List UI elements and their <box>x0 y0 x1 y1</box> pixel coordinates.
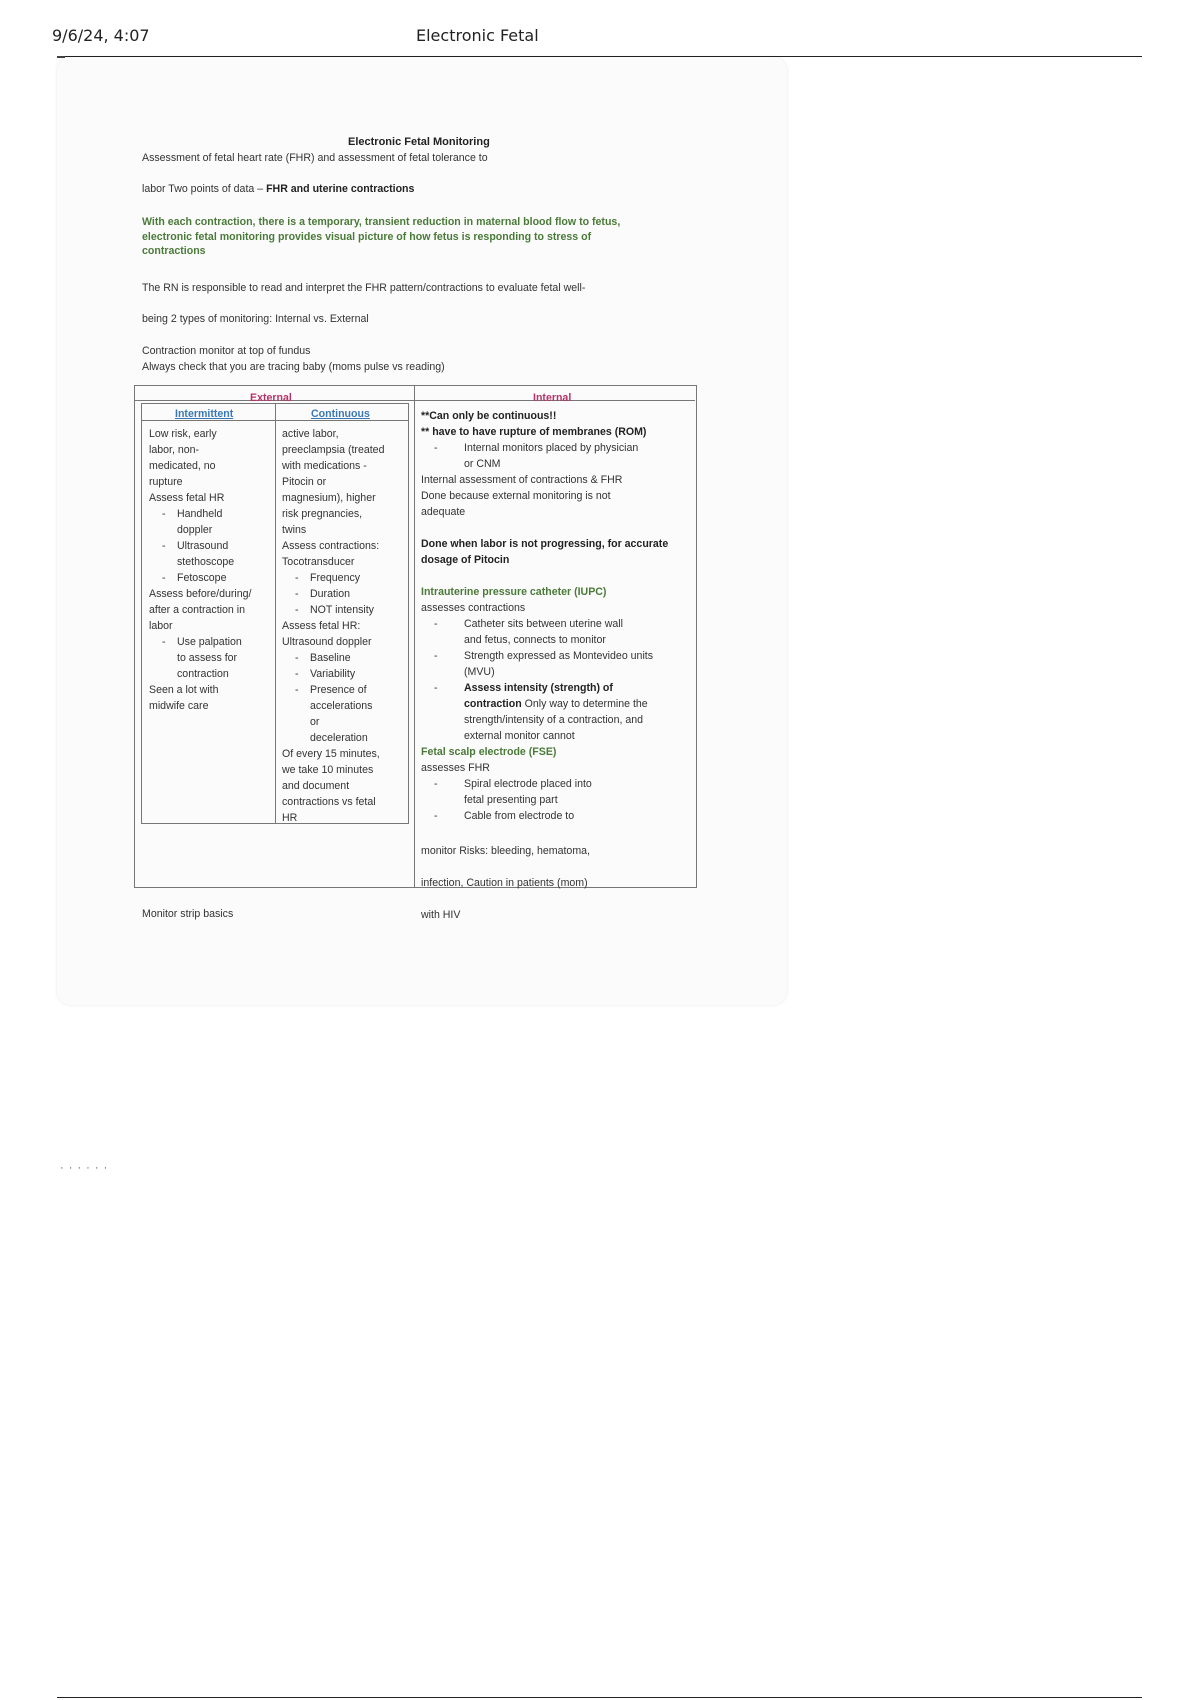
continuous-header: Continuous <box>311 408 370 420</box>
fse-list <box>421 776 693 824</box>
list-item: - Cable from electrode to <box>421 808 693 824</box>
internal-line: assesses FHR <box>421 762 490 774</box>
cont-line: Of every 15 minutes, <box>282 748 380 760</box>
monitor-line-2: Always check that you are tracing baby (moms pulse vs reading) <box>142 361 445 373</box>
monitor-line-1: Contraction monitor at top of fundus <box>142 345 311 357</box>
cont-line: Assess fetal HR: <box>282 620 361 632</box>
strip-basics-line: Monitor strip basics <box>142 908 234 920</box>
external-header: External <box>250 392 292 404</box>
internal-line: assesses contractions <box>421 602 526 614</box>
cont-line: and document <box>282 780 350 792</box>
cont-line: twins <box>282 524 307 536</box>
int-line: labor, non- <box>149 444 200 456</box>
footer-rule <box>57 1697 1142 1698</box>
ext-inner-left <box>141 403 142 823</box>
fhr-metrics-list <box>282 650 408 746</box>
cont-line: HR <box>282 812 298 824</box>
ext-inner-header-rule <box>141 420 409 421</box>
ext-inner-right <box>408 403 409 823</box>
int-line: after a contraction in <box>149 604 245 616</box>
internal-line: adequate <box>421 506 466 518</box>
internal-line: Done because external monitoring is not <box>421 490 611 502</box>
list-item: - Baseline <box>282 650 408 666</box>
iupc-heading: Intrauterine pressure catheter (IUPC) <box>421 586 607 598</box>
int-line: medicated, no <box>149 460 216 472</box>
ext-inner-mid <box>275 403 276 823</box>
iupc-list <box>421 616 693 744</box>
fse-heading: Fetal scalp electrode (FSE) <box>421 746 557 758</box>
list-item: - Frequency <box>282 570 408 586</box>
list-item: - Assess intensity (strength) of contraction Only way to determine the strength/intensity of a contraction, and external monitor cannot <box>421 680 693 744</box>
list-item: - Ultrasound stethoscope <box>149 538 274 570</box>
document-title: Electronic Fetal Monitoring <box>348 136 490 148</box>
int-line: midwife care <box>149 700 209 712</box>
print-date: 9/6/24, 4:07 <box>52 26 150 45</box>
rn-line: The RN is responsible to read and interpret the FHR pattern/contractions to evaluate fetal well- <box>142 282 586 294</box>
continuous-cell <box>282 426 408 826</box>
internal-placement-list <box>421 440 693 472</box>
intermittent-header: Intermittent <box>175 408 234 420</box>
list-item: - Use palpation to assess for contraction <box>149 634 274 682</box>
int-line: Low risk, early <box>149 428 217 440</box>
internal-line: Internal assessment of contractions & FHR <box>421 474 623 486</box>
internal-risks-line: monitor Risks: bleeding, hematoma, <box>421 845 590 857</box>
list-item: - Duration <box>282 586 408 602</box>
internal-line: **Can only be continuous!! <box>421 410 557 422</box>
list-item: - Fetoscope <box>149 570 274 586</box>
list-item: - Presence of accelerations or deceleration <box>282 682 408 746</box>
cont-line: Ultrasound doppler <box>282 636 372 648</box>
data-points-text: labor Two points of data – <box>142 183 267 195</box>
list-item: - Spiral electrode placed into fetal presenting part <box>421 776 693 808</box>
cont-line: active labor, <box>282 428 339 440</box>
print-title: Electronic Fetal <box>416 26 539 45</box>
list-item: - NOT intensity <box>282 602 408 618</box>
cont-line: Pitocin or <box>282 476 327 488</box>
green-line-1: With each contraction, there is a temporary, transient reduction in maternal blood flow to fetus, <box>142 216 621 228</box>
internal-cell <box>421 408 693 824</box>
int-line: rupture <box>149 476 183 488</box>
green-line-3: contractions <box>142 245 206 257</box>
data-points-line <box>142 182 414 197</box>
internal-hiv-line: with HIV <box>421 909 461 921</box>
list-item: - Handheld doppler <box>149 506 274 538</box>
internal-line: Done when labor is not progressing, for accurate <box>421 538 669 550</box>
cont-line: magnesium), higher <box>282 492 376 504</box>
internal-caution-line: infection, Caution in patients (mom) <box>421 877 588 889</box>
cont-line: with medications - <box>282 460 367 472</box>
palpation-list <box>149 634 274 682</box>
data-points-bold: FHR and uterine contractions <box>266 183 415 195</box>
cont-line: contractions vs fetal <box>282 796 376 808</box>
fhr-tools-list <box>149 506 274 586</box>
int-line: labor <box>149 620 173 632</box>
int-line: Assess before/during/ <box>149 588 252 600</box>
types-line: being 2 types of monitoring: Internal vs. External <box>142 313 369 325</box>
cont-line: risk pregnancies, <box>282 508 363 520</box>
int-line: Assess fetal HR <box>149 492 225 504</box>
green-line-2: electronic fetal monitoring provides visual picture of how fetus is responding to stress of <box>142 231 592 243</box>
contraction-metrics-list <box>282 570 408 618</box>
int-line: Seen a lot with <box>149 684 219 696</box>
internal-line: dosage of Pitocin <box>421 554 510 566</box>
list-item: - Strength expressed as Montevideo units (MVU) <box>421 648 693 680</box>
list-item: - Variability <box>282 666 408 682</box>
intro-line: Assessment of fetal heart rate (FHR) and assessment of fetal tolerance to <box>142 152 488 164</box>
list-item: - Catheter sits between uterine wall and fetus, connects to monitor <box>421 616 693 648</box>
cont-line: Tocotransducer <box>282 556 355 568</box>
intermittent-cell <box>149 426 274 714</box>
table-divider-main <box>414 385 415 887</box>
internal-header: Internal <box>533 392 572 404</box>
cont-line: we take 10 minutes <box>282 764 374 776</box>
cont-line: preeclampsia (treated <box>282 444 385 456</box>
truncated-text-fragment: · · · · · · <box>60 1162 109 1174</box>
cont-line: Assess contractions: <box>282 540 380 552</box>
internal-line: ** have to have rupture of membranes (ROM) <box>421 426 647 438</box>
list-item: - Internal monitors placed by physician or CNM <box>421 440 693 472</box>
